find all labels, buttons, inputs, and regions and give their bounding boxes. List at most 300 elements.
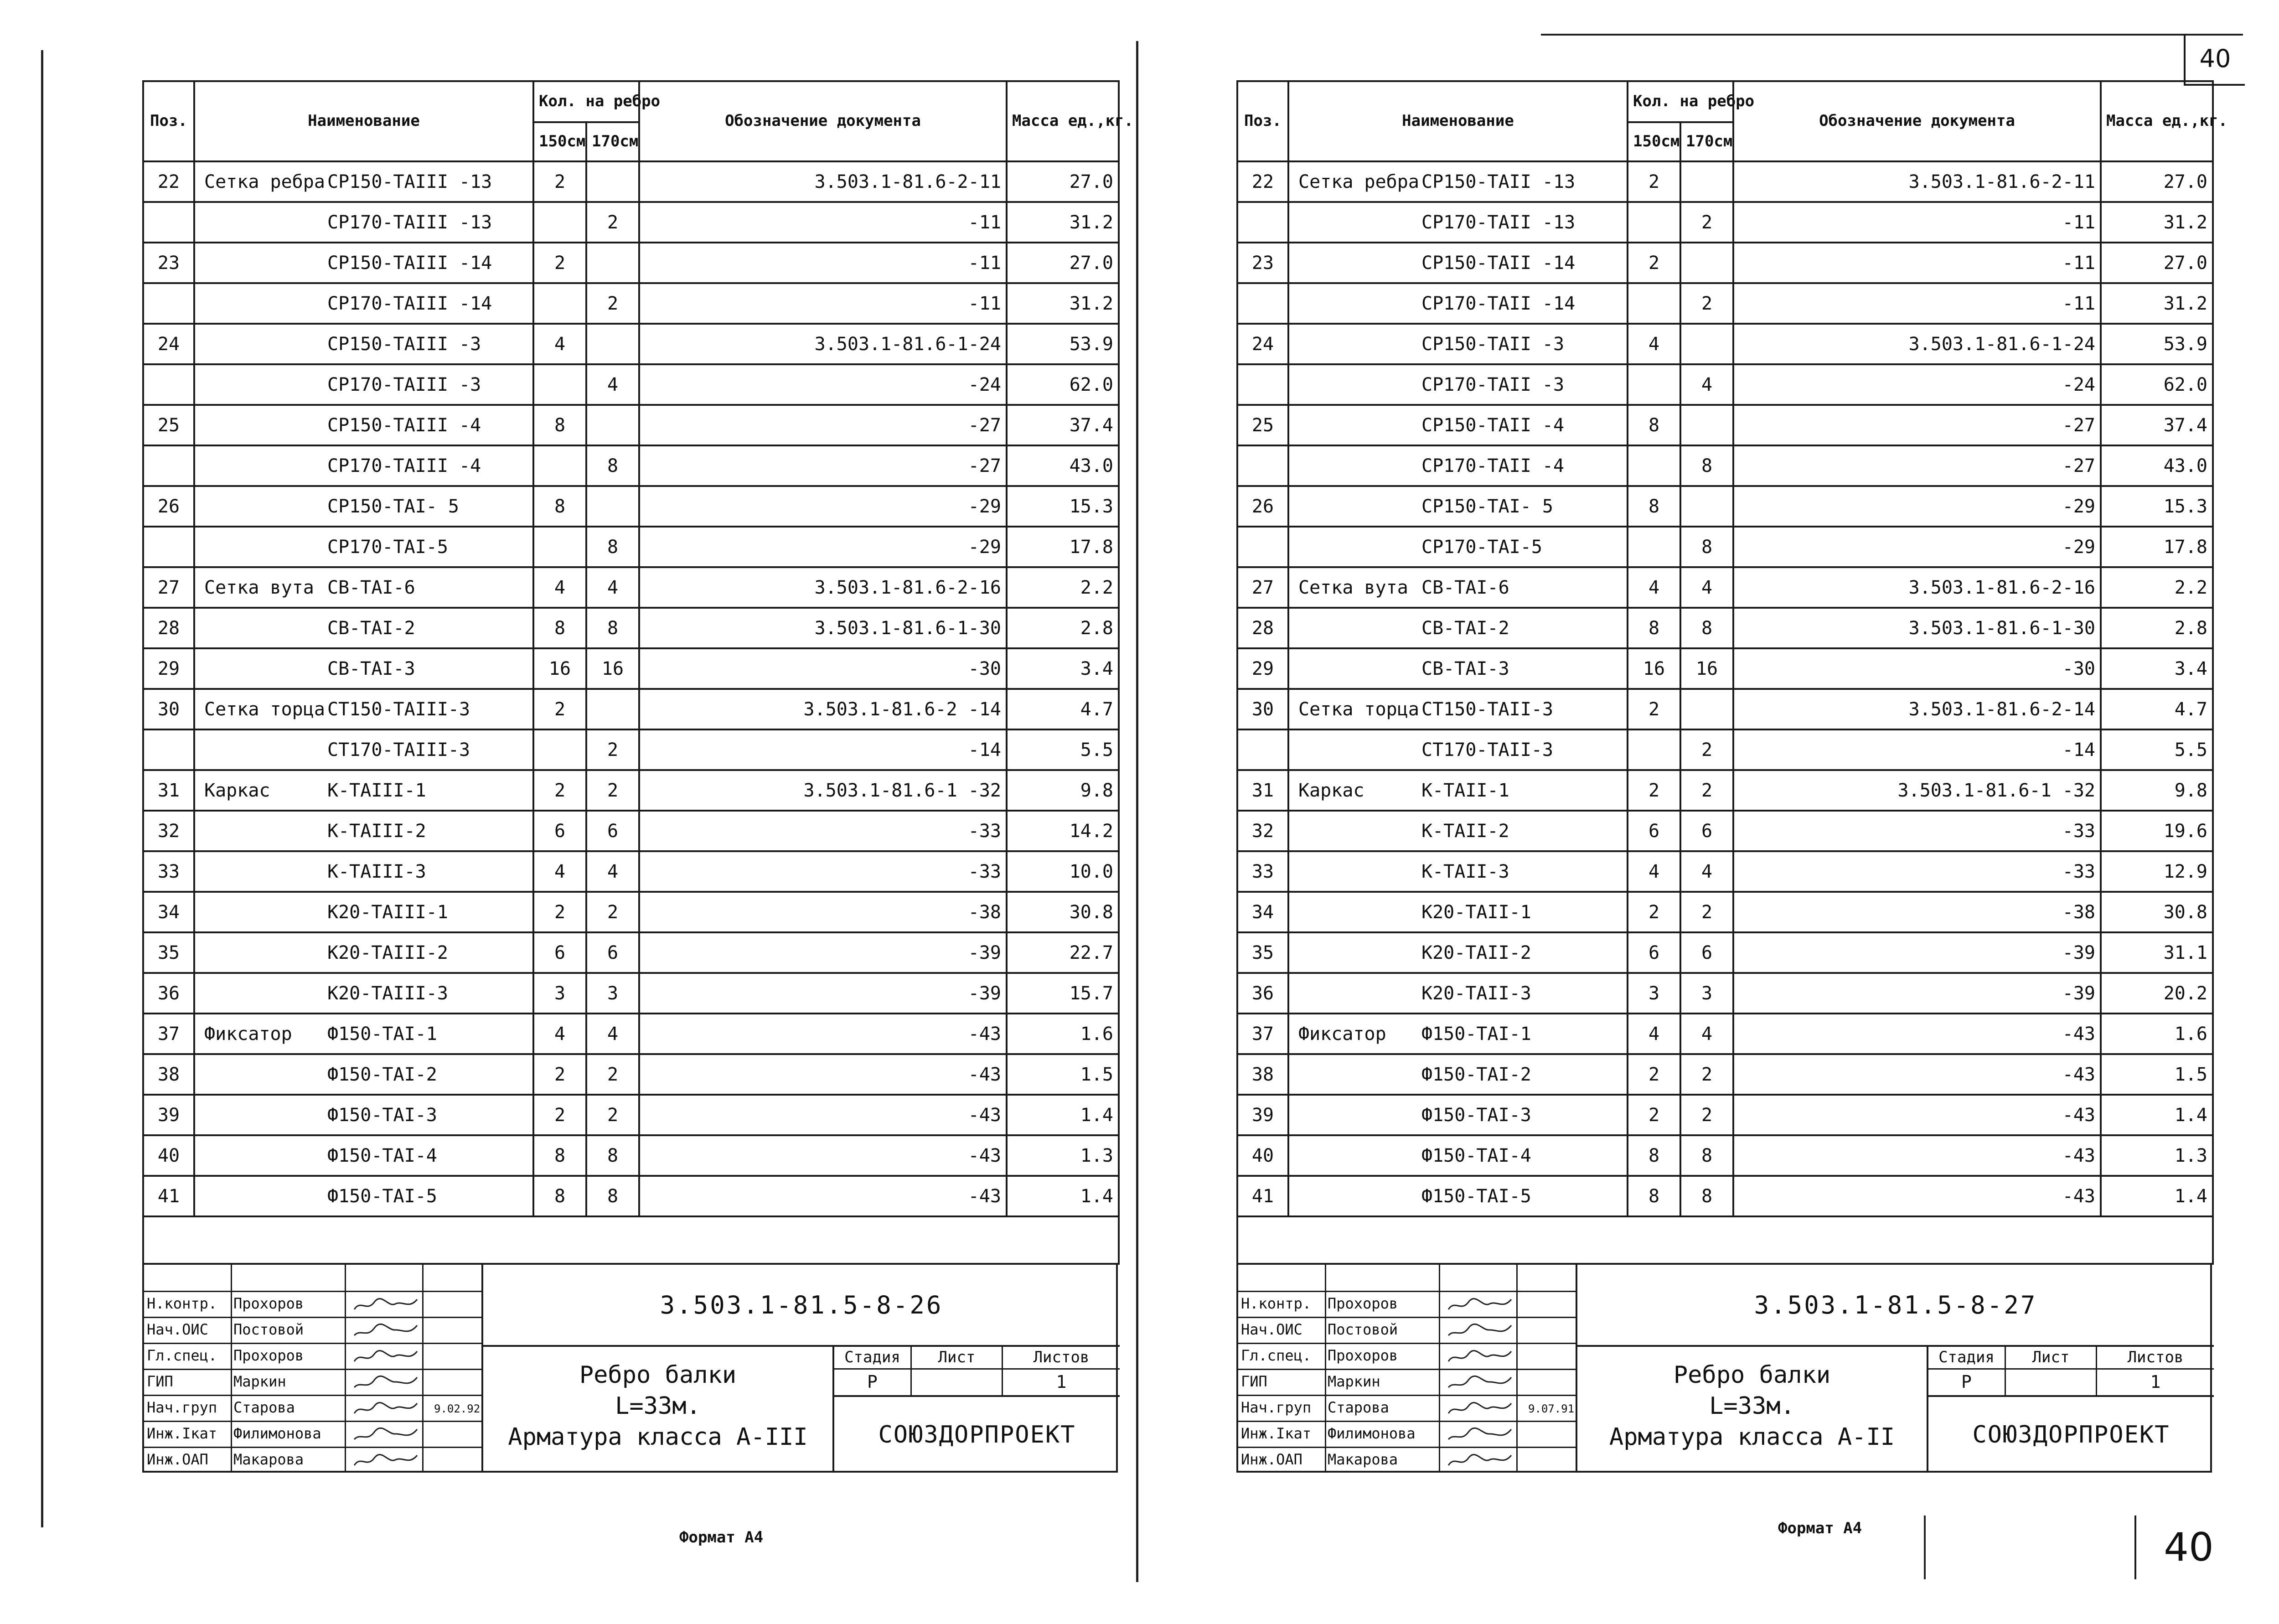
cell-position: 38	[143, 1054, 194, 1095]
cell-document: -24	[639, 364, 1007, 405]
cell-name	[194, 567, 533, 608]
cell-mass: 1.4	[1007, 1176, 1119, 1216]
item-mark: СР150-ТАII -13	[1421, 171, 1576, 192]
cell-document: 3.503.1-81.6-2-16	[1733, 567, 2101, 608]
cell-qty-170	[1680, 486, 1733, 527]
col-header-qty-170: 170см	[586, 122, 639, 161]
item-mark: Ф150-ТАI-2	[1421, 1064, 1531, 1085]
cell-document: -43	[1733, 1014, 2101, 1054]
cell-position: 36	[1237, 973, 1288, 1014]
item-mark: К20-ТАII-3	[1421, 983, 1531, 1004]
signer-role: Инж.ОАП	[1241, 1451, 1302, 1468]
cell-document: -11	[1733, 202, 2101, 243]
cell-mass: 53.9	[2101, 324, 2213, 364]
spec-row	[1237, 364, 2213, 405]
cell-position	[1237, 283, 1288, 324]
blank-cell	[533, 1216, 586, 1264]
sheet-left	[142, 80, 1134, 1473]
cell-document: 3.503.1-81.6-2 -14	[639, 689, 1007, 729]
signature-row	[1238, 1369, 1577, 1395]
cell-mass: 62.0	[1007, 364, 1119, 405]
sheet-value	[912, 1370, 1003, 1395]
cell-name	[1288, 405, 1628, 445]
cell-position: 31	[143, 770, 194, 811]
cell-qty-170: 2	[586, 1054, 639, 1095]
blank-cell	[194, 1216, 533, 1264]
cell-mass: 27.0	[1007, 243, 1119, 283]
handwritten-signature	[1446, 1296, 1514, 1314]
item-mark: К-ТАIII-1	[327, 780, 426, 801]
spec-row	[143, 161, 1119, 202]
item-mark: К-ТАII-1	[1421, 780, 1509, 801]
cell-qty-170: 4	[586, 1014, 639, 1054]
cell-document: 3.503.1-81.6-2-11	[639, 161, 1007, 202]
cell-document: -39	[1733, 973, 2101, 1014]
cell-document: -33	[1733, 851, 2101, 892]
cell-mass: 31.2	[1007, 283, 1119, 324]
cell-position: 23	[143, 243, 194, 283]
spec-row	[143, 608, 1119, 648]
spec-row	[143, 729, 1119, 770]
cell-qty-150: 6	[533, 811, 586, 851]
item-group: Сетка торца	[1298, 698, 1419, 720]
item-mark: К-ТАII-3	[1421, 861, 1509, 882]
signature-row	[1238, 1447, 1577, 1473]
cell-qty-170	[586, 405, 639, 445]
cell-position: 41	[1237, 1176, 1288, 1216]
spec-table-left	[142, 80, 1134, 1265]
cell-qty-170: 2	[1680, 892, 1733, 932]
spec-row	[143, 405, 1119, 445]
spec-row	[1237, 608, 2213, 648]
cell-position	[143, 202, 194, 243]
cell-document: 3.503.1-81.6-1-30	[639, 608, 1007, 648]
spec-row	[1237, 283, 2213, 324]
signer-role: Нач.груп	[1241, 1399, 1312, 1416]
blank-cell	[1237, 1216, 1288, 1264]
cell-mass: 17.8	[1007, 527, 1119, 567]
cell-name	[1288, 811, 1628, 851]
signer-name: Прохоров	[1328, 1295, 1398, 1312]
cell-name	[194, 1135, 533, 1176]
cell-qty-170	[1680, 405, 1733, 445]
cell-position: 22	[143, 161, 194, 202]
cell-mass: 30.8	[2101, 892, 2213, 932]
cell-name	[194, 648, 533, 689]
cell-position	[143, 364, 194, 405]
cell-qty-150	[533, 445, 586, 486]
cell-name	[1288, 689, 1628, 729]
blank-cell	[2101, 1216, 2213, 1264]
cell-qty-150	[1628, 283, 1680, 324]
item-group: Сетка ребра	[204, 171, 325, 192]
signer-name: Филимонова	[1328, 1425, 1416, 1442]
cell-document: -29	[1733, 486, 2101, 527]
cell-document: 3.503.1-81.6-1 -32	[1733, 770, 2101, 811]
handwritten-signature	[351, 1296, 420, 1314]
cell-qty-170: 2	[1680, 202, 1733, 243]
spec-row	[1237, 324, 2213, 364]
cell-document: -29	[1733, 527, 2101, 567]
spec-row	[143, 1095, 1119, 1135]
cell-qty-170	[586, 486, 639, 527]
cell-qty-170	[586, 324, 639, 364]
cell-position: 22	[1237, 161, 1288, 202]
cell-qty-150: 2	[533, 1054, 586, 1095]
item-mark: К-ТАIII-2	[327, 820, 426, 842]
cell-name	[194, 729, 533, 770]
cell-qty-150	[533, 729, 586, 770]
cell-mass: 1.5	[1007, 1054, 1119, 1095]
item-mark: Ф150-ТАI-5	[1421, 1185, 1531, 1207]
cell-document: -11	[639, 202, 1007, 243]
sheet-divider-line	[1136, 41, 1138, 1582]
cell-mass: 27.0	[1007, 161, 1119, 202]
cell-qty-170: 2	[586, 770, 639, 811]
col-header-qty: Кол. на ребро	[1628, 81, 1733, 122]
handwritten-signature	[1446, 1452, 1514, 1470]
signature-row	[144, 1291, 483, 1317]
item-group: Фиксатор	[204, 1023, 292, 1045]
stage-value: Р	[834, 1370, 912, 1395]
cell-name	[194, 324, 533, 364]
cell-mass: 3.4	[1007, 648, 1119, 689]
spec-row	[143, 202, 1119, 243]
cell-qty-150: 8	[533, 1176, 586, 1216]
cell-name	[1288, 1095, 1628, 1135]
item-mark: К20-ТАII-2	[1421, 942, 1531, 963]
item-mark: СТ150-ТАII-3	[1421, 698, 1553, 720]
spec-row	[143, 486, 1119, 527]
blank-cell	[1628, 1216, 1680, 1264]
item-mark: СР150-ТАIII -14	[327, 252, 492, 274]
item-mark: СВ-ТАI-6	[1421, 577, 1509, 598]
cell-name	[1288, 202, 1628, 243]
title-line-2: L=33м.	[1709, 1392, 1795, 1420]
cell-qty-170: 16	[586, 648, 639, 689]
item-mark: Ф150-ТАI-5	[327, 1185, 437, 1207]
stage-label: Стадия	[1928, 1347, 2006, 1370]
cell-qty-150	[1628, 202, 1680, 243]
cell-qty-150	[533, 283, 586, 324]
spec-row	[143, 1135, 1119, 1176]
item-mark: СТ150-ТАIII-3	[327, 698, 470, 720]
item-group: Сетка вута	[1298, 577, 1408, 598]
signer-role: ГИП	[1241, 1373, 1267, 1390]
cell-name	[1288, 1135, 1628, 1176]
col-header-mass: Масса ед.,кг.	[1007, 81, 1119, 161]
cell-qty-170	[586, 161, 639, 202]
cell-mass: 19.6	[2101, 811, 2213, 851]
cell-position	[1237, 527, 1288, 567]
cell-position	[143, 527, 194, 567]
cell-qty-150: 3	[533, 973, 586, 1014]
col-header-pos: Поз.	[1237, 81, 1288, 161]
cell-name	[194, 527, 533, 567]
cell-name	[194, 283, 533, 324]
col-header-name: Наименование	[1288, 81, 1628, 161]
cell-qty-150	[1628, 729, 1680, 770]
signer-role: Инж.Iкат	[147, 1425, 217, 1442]
cell-document: -33	[639, 811, 1007, 851]
cell-position	[143, 729, 194, 770]
cell-name	[1288, 445, 1628, 486]
cell-qty-150: 8	[533, 608, 586, 648]
cell-position	[1237, 729, 1288, 770]
blank-cell	[1733, 1216, 2101, 1264]
cell-qty-150: 4	[533, 324, 586, 364]
cell-qty-150: 2	[1628, 1095, 1680, 1135]
cell-name	[1288, 364, 1628, 405]
cell-mass: 31.2	[2101, 202, 2213, 243]
col-header-qty-170: 170см	[1680, 122, 1733, 161]
item-mark: СТ170-ТАIII-3	[327, 739, 470, 760]
signer-name: Постовой	[1328, 1321, 1398, 1338]
cell-position: 28	[1237, 608, 1288, 648]
signature-date: 9.02.92	[434, 1402, 481, 1415]
cell-qty-150: 2	[533, 770, 586, 811]
sheet-value	[2006, 1370, 2097, 1395]
spec-row	[1237, 405, 2213, 445]
cell-qty-150: 4	[533, 567, 586, 608]
cell-document: 3.503.1-81.6-2-14	[1733, 689, 2101, 729]
signer-role: Гл.спец.	[147, 1347, 217, 1364]
cell-position: 27	[1237, 567, 1288, 608]
cell-mass: 1.4	[1007, 1095, 1119, 1135]
cell-qty-150: 8	[533, 1135, 586, 1176]
cell-qty-150	[1628, 364, 1680, 405]
spec-row	[1237, 202, 2213, 243]
cell-qty-150: 16	[533, 648, 586, 689]
cell-name	[194, 202, 533, 243]
cell-name	[1288, 161, 1628, 202]
item-mark: СР150-ТАIII -13	[327, 171, 492, 192]
col-header-qty-150: 150см	[533, 122, 586, 161]
col-header-qty-150: 150см	[1628, 122, 1680, 161]
cell-name	[194, 1095, 533, 1135]
stage-grid	[834, 1347, 1120, 1397]
cell-name	[194, 1054, 533, 1095]
sheet-label: Лист	[912, 1347, 1003, 1370]
stage-value: Р	[1928, 1370, 2006, 1395]
cell-qty-170: 4	[1680, 364, 1733, 405]
cell-qty-170: 8	[586, 527, 639, 567]
handwritten-signature	[1446, 1426, 1514, 1444]
cell-name	[194, 932, 533, 973]
binding-line-left	[41, 50, 43, 1527]
spec-row	[1237, 811, 2213, 851]
item-mark: К20-ТАIII-1	[327, 901, 448, 923]
cell-mass: 1.4	[2101, 1095, 2213, 1135]
item-mark: СР170-ТАII -13	[1421, 212, 1576, 233]
signer-name: Макарова	[1328, 1451, 1398, 1468]
cell-document: 3.503.1-81.6-1 -32	[639, 770, 1007, 811]
cell-mass: 31.2	[1007, 202, 1119, 243]
cell-name	[194, 851, 533, 892]
cell-name	[194, 486, 533, 527]
item-mark: СТ170-ТАII-3	[1421, 739, 1553, 760]
title-block-left	[142, 1265, 1118, 1473]
cell-mass: 1.3	[2101, 1135, 2213, 1176]
cell-mass: 43.0	[1007, 445, 1119, 486]
cell-qty-170: 2	[586, 892, 639, 932]
cell-name	[194, 689, 533, 729]
cell-mass: 4.7	[1007, 689, 1119, 729]
cell-position: 29	[1237, 648, 1288, 689]
cell-name	[194, 445, 533, 486]
spec-row	[143, 648, 1119, 689]
cell-mass: 9.8	[2101, 770, 2213, 811]
blank-row	[143, 1216, 1119, 1264]
cell-mass: 37.4	[1007, 405, 1119, 445]
cell-position: 40	[1237, 1135, 1288, 1176]
item-mark: СВ-ТАI-3	[327, 658, 415, 679]
cell-mass: 4.7	[2101, 689, 2213, 729]
cell-mass: 2.2	[2101, 567, 2213, 608]
cell-qty-170: 4	[586, 364, 639, 405]
cell-mass: 2.8	[1007, 608, 1119, 648]
signer-role: Инж.Iкат	[1241, 1425, 1312, 1442]
spec-row	[1237, 1095, 2213, 1135]
item-group: Сетка торца	[204, 698, 325, 720]
cell-document: -43	[639, 1135, 1007, 1176]
spec-row	[143, 527, 1119, 567]
cell-qty-150	[533, 364, 586, 405]
signature-row	[1238, 1395, 1577, 1421]
cell-document: 3.503.1-81.6-1-30	[1733, 608, 2101, 648]
signer-name: Маркин	[233, 1373, 286, 1390]
signer-name: Прохоров	[233, 1347, 304, 1364]
signer-name: Прохоров	[1328, 1347, 1398, 1364]
cell-qty-170: 2	[1680, 1095, 1733, 1135]
col-header-qty: Кол. на ребро	[533, 81, 639, 122]
cell-qty-170: 6	[1680, 811, 1733, 851]
cell-position	[143, 283, 194, 324]
cell-document: -43	[639, 1095, 1007, 1135]
cell-name	[1288, 1176, 1628, 1216]
spec-row	[143, 1176, 1119, 1216]
cell-position: 38	[1237, 1054, 1288, 1095]
signature-row	[1238, 1291, 1577, 1317]
item-mark: СР150-ТАII -3	[1421, 333, 1565, 355]
cell-qty-150: 2	[533, 892, 586, 932]
cell-position: 28	[143, 608, 194, 648]
handwritten-signature	[351, 1426, 420, 1444]
cell-mass: 5.5	[2101, 729, 2213, 770]
cell-position: 35	[1237, 932, 1288, 973]
cell-document: -43	[639, 1176, 1007, 1216]
cell-name	[1288, 648, 1628, 689]
cell-mass: 17.8	[2101, 527, 2213, 567]
spec-row	[1237, 567, 2213, 608]
title-line-3: Арматура класса А-III	[508, 1423, 808, 1451]
cell-document: -43	[1733, 1095, 2101, 1135]
stage-label: Стадия	[834, 1347, 912, 1370]
signer-role: Гл.спец.	[1241, 1347, 1312, 1364]
cell-qty-170	[1680, 324, 1733, 364]
item-mark: СР170-ТАI-5	[327, 536, 448, 558]
blank-row	[1237, 1216, 2213, 1264]
signature-row	[1238, 1317, 1577, 1343]
col-header-pos: Поз.	[143, 81, 194, 161]
cell-mass: 1.6	[1007, 1014, 1119, 1054]
item-mark: Ф150-ТАI-1	[327, 1023, 437, 1045]
title-line-1: Ребро балки	[1673, 1361, 1831, 1389]
spec-row	[143, 567, 1119, 608]
handwritten-signature	[351, 1348, 420, 1366]
cell-name	[194, 608, 533, 648]
cell-qty-170: 8	[586, 1176, 639, 1216]
cell-document: -43	[1733, 1135, 2101, 1176]
item-mark: СР170-ТАIII -4	[327, 455, 481, 476]
blank-cell	[639, 1216, 1007, 1264]
cell-qty-150: 3	[1628, 973, 1680, 1014]
item-mark: СР170-ТАIII -3	[327, 374, 481, 395]
organization-name: СОЮЗДОРПРОЕКТ	[1972, 1421, 2170, 1448]
cell-position: 24	[1237, 324, 1288, 364]
cell-name	[1288, 770, 1628, 811]
cell-name	[194, 243, 533, 283]
item-group: Сетка вута	[204, 577, 314, 598]
cell-name	[1288, 283, 1628, 324]
cell-position: 30	[1237, 689, 1288, 729]
cell-position: 36	[143, 973, 194, 1014]
cell-qty-150: 6	[1628, 932, 1680, 973]
spec-row	[1237, 892, 2213, 932]
signature-grid-right	[1238, 1265, 1577, 1473]
format-divider-right	[1924, 1515, 1926, 1579]
page-number-bottom: 40	[2134, 1515, 2241, 1579]
spec-row	[1237, 851, 2213, 892]
spec-row	[1237, 689, 2213, 729]
spec-row	[1237, 932, 2213, 973]
item-mark: СР150-ТАI- 5	[1421, 496, 1553, 517]
cell-position: 37	[143, 1014, 194, 1054]
spec-row	[143, 973, 1119, 1014]
cell-name	[1288, 1014, 1628, 1054]
blank-cell	[143, 1216, 194, 1264]
cell-name	[1288, 932, 1628, 973]
cell-document: -14	[1733, 729, 2101, 770]
cell-qty-170: 2	[586, 1095, 639, 1135]
cell-document: 3.503.1-81.6-2-16	[639, 567, 1007, 608]
sheets-label: Листов	[1003, 1347, 1120, 1370]
cell-document: -39	[639, 932, 1007, 973]
cell-mass: 5.5	[1007, 729, 1119, 770]
cell-mass: 27.0	[2101, 161, 2213, 202]
item-mark: СР170-ТАIII -13	[327, 212, 492, 233]
cell-mass: 10.0	[1007, 851, 1119, 892]
cell-qty-170: 8	[1680, 527, 1733, 567]
cell-document: -33	[1733, 811, 2101, 851]
cell-position	[1237, 445, 1288, 486]
page-number-top: 40	[2184, 34, 2245, 86]
cell-qty-150: 4	[1628, 851, 1680, 892]
cell-qty-170: 8	[1680, 1135, 1733, 1176]
item-group: Сетка ребра	[1298, 171, 1419, 192]
cell-document: -29	[639, 486, 1007, 527]
cell-qty-150: 16	[1628, 648, 1680, 689]
blank-cell	[586, 1216, 639, 1264]
cell-qty-170: 8	[586, 445, 639, 486]
cell-mass: 30.8	[1007, 892, 1119, 932]
signer-role: Нач.ОИС	[147, 1321, 208, 1338]
cell-position	[1237, 202, 1288, 243]
format-label-right: Формат А4	[1778, 1519, 1862, 1537]
cell-qty-150: 8	[1628, 405, 1680, 445]
spec-row	[143, 811, 1119, 851]
cell-qty-170: 3	[1680, 973, 1733, 1014]
